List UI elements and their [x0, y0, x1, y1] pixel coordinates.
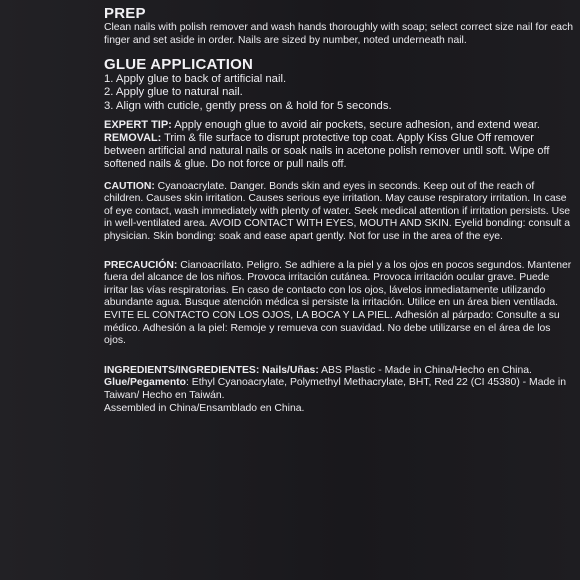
removal-text: Trim & file surface to disrupt protective top coat. Apply Kiss Glue Off remover between artificial and natural nails or soak nails in acetone polish remover until soft. Wipe off softened nails & glue. Do not force or pull nails off.: [104, 132, 550, 171]
glue-step: 1. Apply glue to back of artificial nail.: [104, 73, 287, 86]
removal-instructions: [104, 132, 574, 172]
precaucion-warning: [104, 260, 574, 348]
glue-text: : Ethyl Cyanoacrylate, Polymethyl Methacrylate, BHT, Red 22 (CI 45380) - Made in Taiwan/ Hecho en Taiwán.: [104, 377, 566, 401]
precaucion-label: PRECAUCIÓN:: [104, 259, 178, 271]
nails-text: ABS Plastic - Made in China/Hecho en China.: [318, 364, 532, 376]
glue-step: 3. Align with cuticle, gently press on & hold for 5 seconds.: [104, 99, 392, 112]
expert-tip: [104, 119, 574, 132]
glue-label: Glue/Pegamento: [104, 377, 186, 389]
glue-step: 2. Apply glue to natural nail.: [104, 86, 243, 99]
expert-tip-text: Apply enough glue to avoid air pockets, secure adhesion, and extend wear.: [171, 118, 540, 131]
caution-text: Cyanoacrylate. Danger. Bonds skin and eyes in seconds. Keep out of the reach of children. Causes skin irritation. Causes serious eye irritation. May cause respiratory irritation. In case of eye contact, wash immediately with plenty of water. Seek medical attention if irritation persists. Use in well-ventilated area. AVOID CONTACT WITH EYES, MOUTH AND SKIN. Eyelid bonding: consult a physician. Skin bonding: soak and ease apart gently. Not for use in the area of the eye.: [104, 180, 571, 242]
prep-heading: PREP: [104, 5, 146, 22]
precaucion-text: Cianoacrilato. Peligro. Se adhiere a la piel y a los ojos en pocos segundos. Mantener fuera del alcance de los niños. Provoca irritación cutánea. Provoca irritación ocular grave. Puede irritar las vías respiratorias. En caso de contacto con los ojos, lávelos inmediatamente utilizando abundante agua. Busque atención médica si persiste la irritación. Utilice en un área bien ventilada. EVITE EL CONTACTO CON LOS OJOS, LA BOCA Y LA PIEL. Adhesión al párpado: Consulte a su médico. Adhesión a la piel: Remoje y remueva con suavidad. No debe utilizarse en el área de los ojos.: [104, 259, 572, 347]
ingredients-label: INGREDIENTS/INGREDIENTES:: [104, 364, 260, 376]
instructions-panel: [104, 5, 574, 415]
assembled-note: Assembled in China/Ensamblado en China.: [104, 402, 305, 414]
glue-application-steps: [104, 73, 574, 113]
removal-label: REMOVAL:: [104, 132, 162, 144]
glue-application-heading: GLUE APPLICATION: [104, 56, 254, 74]
caution-warning: [104, 181, 574, 244]
expert-tip-label: EXPERT TIP:: [104, 118, 172, 131]
caution-label: CAUTION:: [104, 180, 155, 192]
prep-text: Clean nails with polish remover and wash hands thoroughly with soap; select correct size nail for each finger and set aside in order. Nails are sized by number, noted underneath nail.: [104, 22, 573, 46]
ingredients: [104, 365, 574, 403]
nails-label: Nails/Uñas:: [259, 364, 319, 376]
